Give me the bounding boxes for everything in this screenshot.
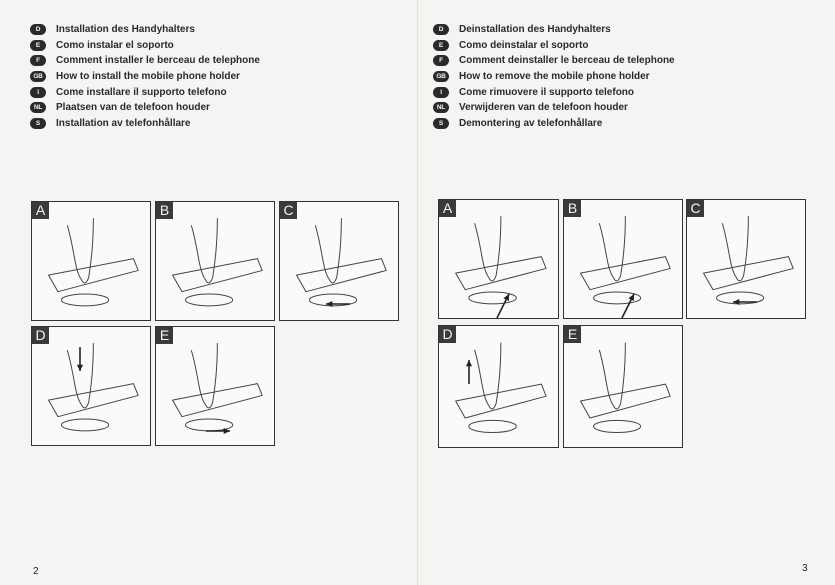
step-letter: C [280,202,297,219]
language-row-i [30,84,260,100]
arrow-head-icon [466,360,472,366]
step-illustration [564,200,682,318]
step-illustration [32,327,150,445]
phone-cradle-outline [704,257,794,290]
language-row-nl [433,100,675,116]
step-illustration [280,202,398,320]
language-row-gb [30,69,260,85]
language-badge: S [433,118,449,129]
step-illustration [156,327,274,445]
language-row-f [30,53,260,69]
phone-cradle-outline [581,384,671,418]
step-b-panel [155,201,275,321]
phone-cradle-outline [581,257,671,290]
step-letter: B [564,200,581,217]
phone-cradle-outline [456,257,546,290]
step-illustration [687,200,805,318]
language-title: Deinstallation des Handyhalters [459,24,611,36]
hand-outline [315,219,341,283]
language-row-nl [30,100,260,116]
step-letter: A [439,200,456,217]
language-badge: GB [433,71,449,82]
language-row-i [433,84,675,100]
language-badge: E [30,40,46,51]
phone-cradle-outline [173,384,263,417]
holder-base-outline [62,294,109,306]
language-badge: I [433,87,449,98]
language-row-d [433,22,675,38]
phone-cradle-outline [49,259,139,292]
hand-outline [191,344,217,408]
step-a-panel [31,201,151,321]
language-badge: I [30,87,46,98]
language-title: How to install the mobile phone holder [56,71,240,83]
language-title: Como instalar el soporto [56,39,174,51]
language-badge: F [30,55,46,66]
step-illustration [32,202,150,320]
arrow-head-icon [77,365,83,371]
phone-cradle-outline [456,384,546,418]
step-e-panel [155,326,275,446]
holder-base-outline [594,420,641,432]
language-title: Comment deinstaller le berceau de telephone [459,55,675,67]
hand-outline [722,217,748,281]
hand-outline [599,217,625,281]
language-title: Demontering av telefonhållare [459,117,603,129]
step-letter: D [32,327,49,344]
step-e-panel [563,325,683,448]
language-row-s [433,116,675,132]
step-illustration [439,326,558,447]
phone-cradle-outline [49,384,139,417]
language-badge: NL [30,102,46,113]
step-letter: E [564,326,581,343]
language-badge: F [433,55,449,66]
language-title: Como deinstalar el soporto [459,39,589,51]
language-badge: GB [30,71,46,82]
page-number: 3 [802,563,808,574]
step-d-panel [438,325,559,448]
language-badge: D [30,24,46,35]
language-title: Installation des Handyhalters [56,24,195,36]
step-letter: C [687,200,704,217]
holder-base-outline [469,292,517,304]
language-row-d [30,22,260,38]
step-illustration [439,200,558,318]
step-a-panel [438,199,559,319]
hand-outline [475,343,501,409]
step-c-panel [686,199,806,319]
hand-outline [475,217,501,281]
language-row-e [433,38,675,54]
language-title: Installation av telefonhållare [56,117,191,129]
language-badge: S [30,118,46,129]
hand-outline [599,343,625,409]
step-letter: E [156,327,173,344]
step-letter: B [156,202,173,219]
language-title: Plaatsen van de telefoon houder [56,102,210,114]
install-language-list [30,22,260,131]
step-c-panel [279,201,399,321]
language-title: How to remove the mobile phone holder [459,71,650,83]
language-title: Come rimuovere il supporto telefono [459,86,635,98]
hand-outline [67,219,93,283]
language-row-e [30,38,260,54]
step-illustration [156,202,274,320]
language-row-f [433,53,675,69]
page-number: 2 [33,566,39,577]
phone-cradle-outline [173,259,263,292]
language-title: Verwijderen van de telefoon houder [459,102,628,114]
right-page [417,0,835,585]
hand-outline [191,219,217,283]
language-badge: D [433,24,449,35]
language-row-gb [433,69,675,85]
holder-base-outline [469,420,517,432]
language-row-s [30,116,260,132]
language-badge: NL [433,102,449,113]
step-letter: A [32,202,49,219]
left-page [0,0,417,585]
language-title: Comment installer le berceau de telephone [56,55,260,67]
holder-base-outline [186,294,233,306]
phone-cradle-outline [297,259,387,292]
language-title: Come installare il supporto telefono [56,86,227,98]
step-b-panel [563,199,683,319]
holder-base-outline [62,419,109,431]
remove-language-list [433,22,675,131]
language-badge: E [433,40,449,51]
step-d-panel [31,326,151,446]
step-illustration [564,326,682,447]
step-letter: D [439,326,456,343]
